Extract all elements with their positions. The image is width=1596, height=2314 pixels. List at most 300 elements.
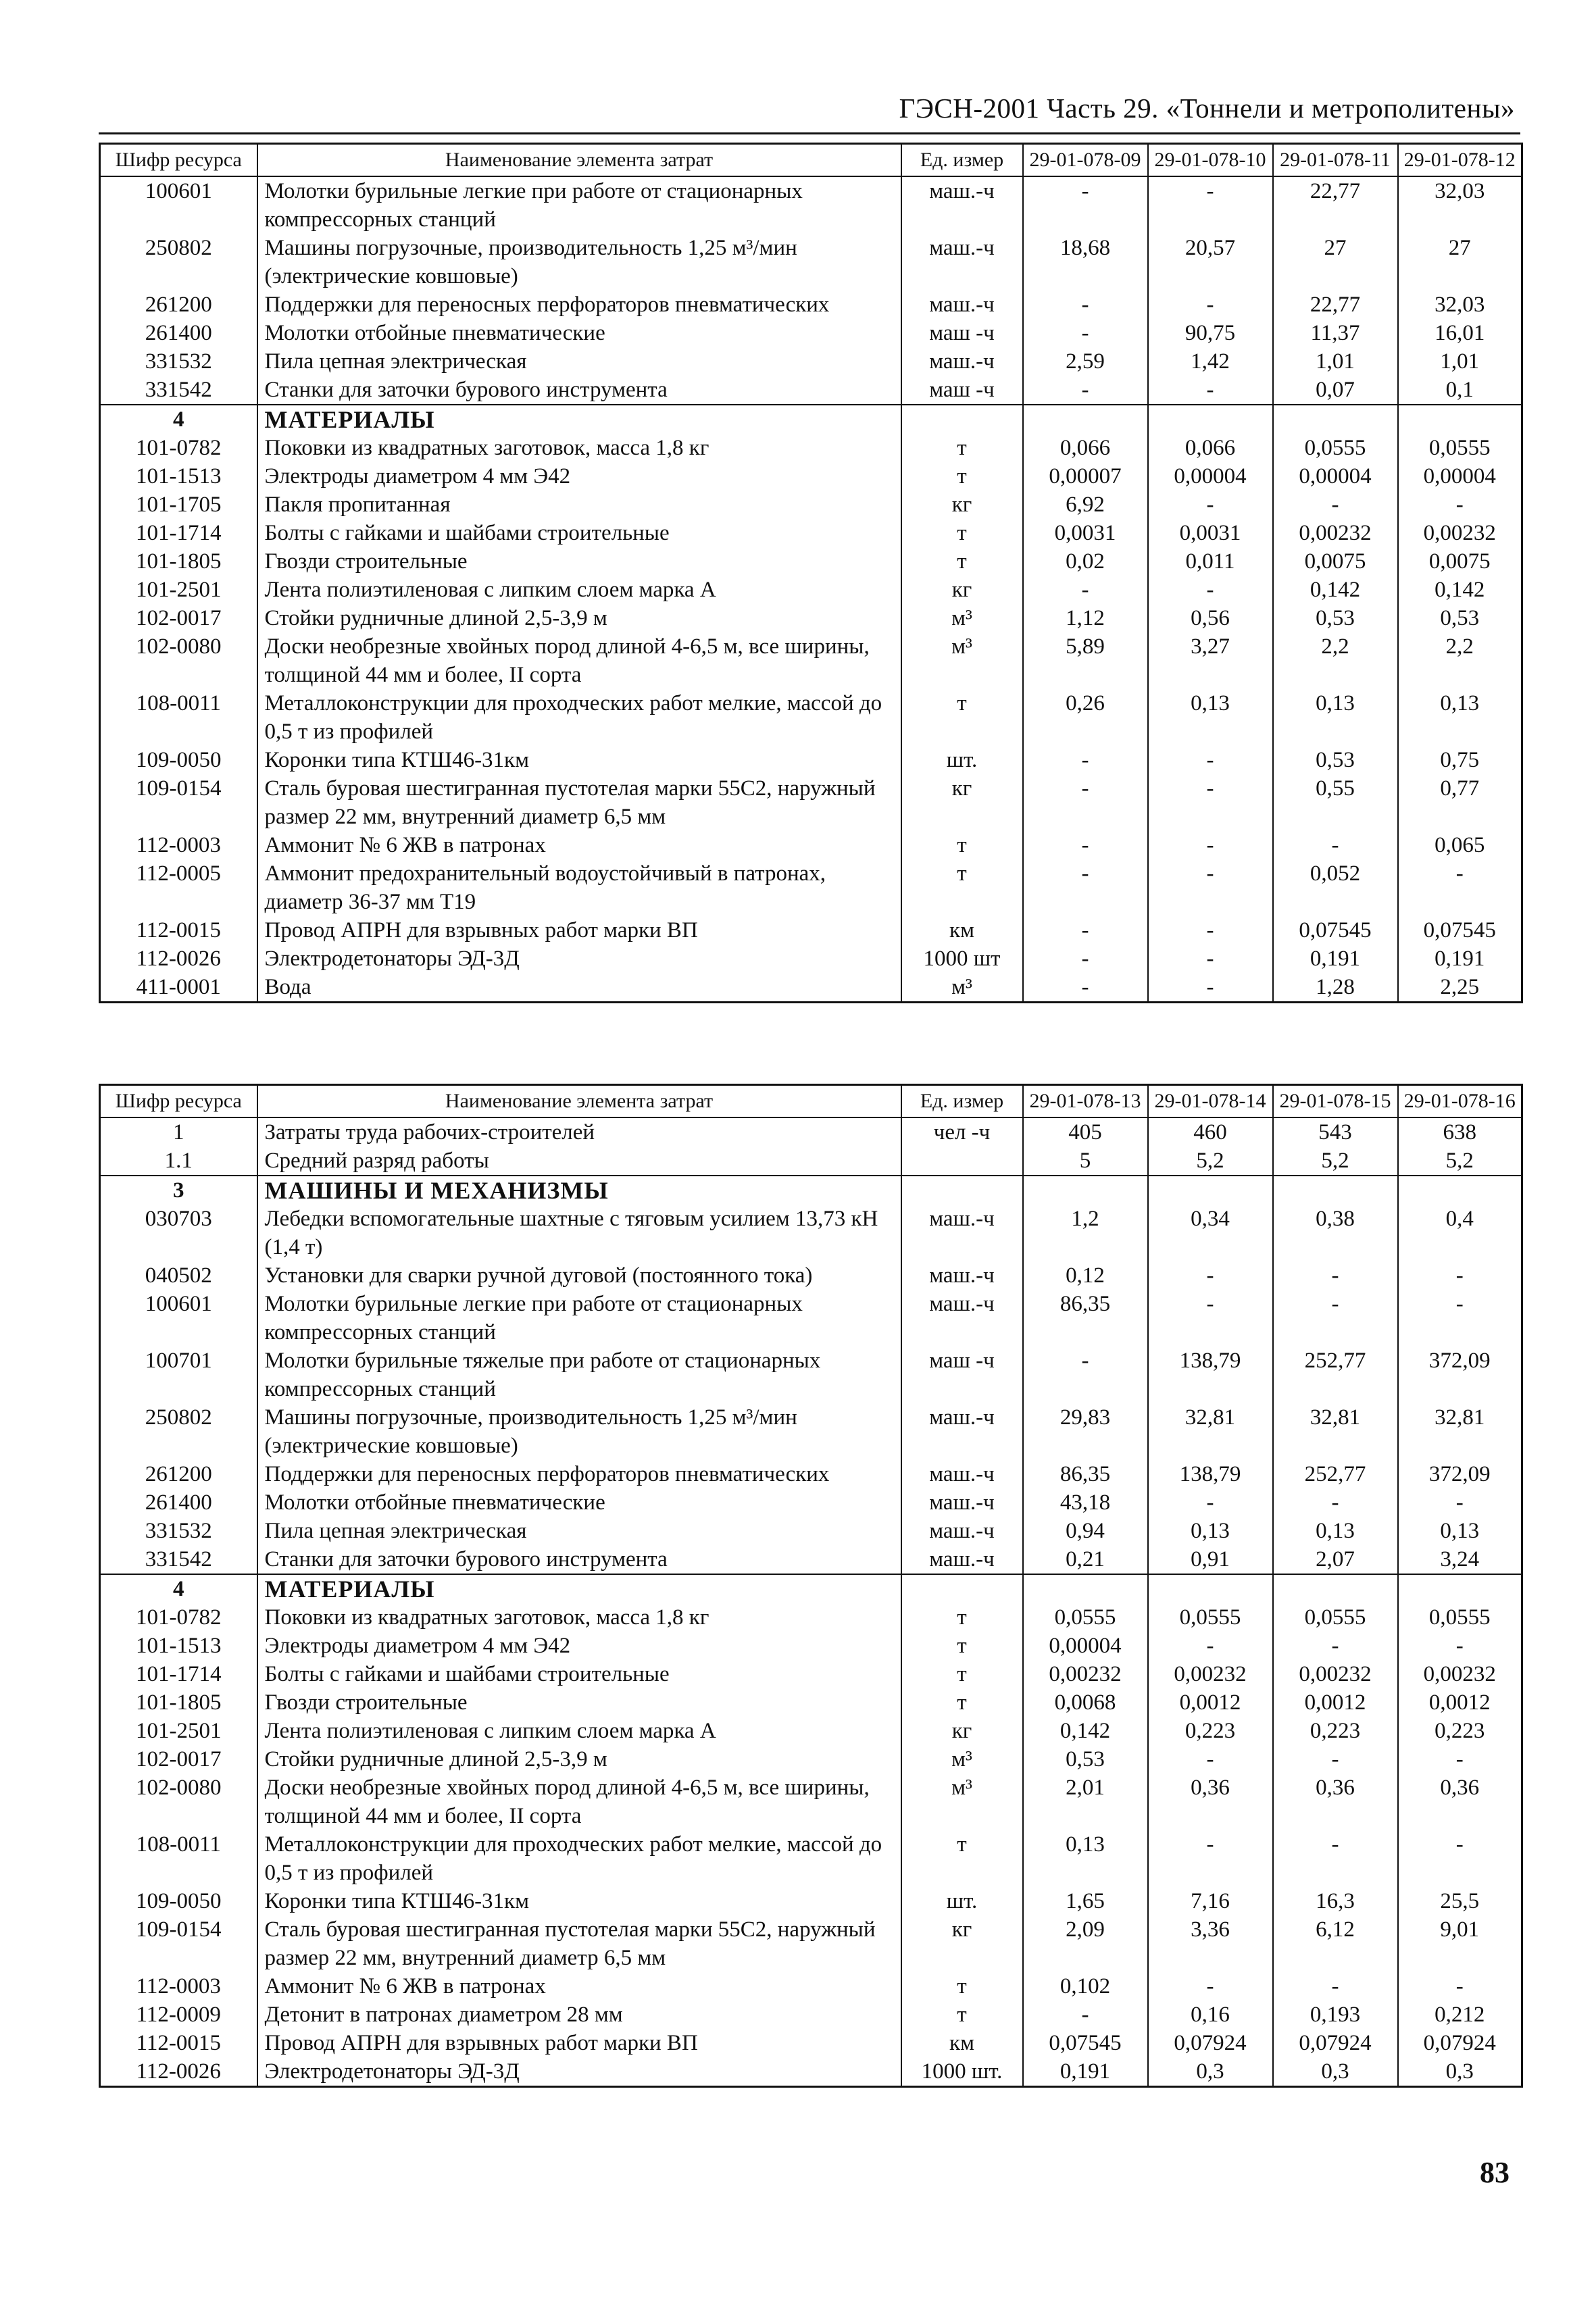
value-cell: 2,25 (1398, 973, 1522, 1003)
resource-name-cell: Металлоконструкции для проходческих работ мелкие, массой до 0,5 т из профилей (257, 1830, 901, 1887)
value-cell: - (1023, 973, 1148, 1003)
resource-name-cell: Болты с гайками и шайбами строительные (257, 1660, 901, 1688)
resource-code-cell: 4 (100, 1574, 257, 1603)
resource-code-cell: 108-0011 (100, 689, 257, 746)
value-cell: - (1023, 916, 1148, 945)
unit-cell: маш.-ч (901, 1290, 1023, 1347)
resource-name-cell: МАТЕРИАЛЫ (257, 1574, 901, 1603)
header-cell: 29-01-078-12 (1398, 144, 1522, 177)
value-cell: 3,24 (1398, 1545, 1522, 1574)
value-cell: 0,0031 (1148, 519, 1273, 547)
table-row (100, 576, 1522, 604)
unit-cell: кг (901, 576, 1023, 604)
resource-code-cell: 101-1805 (100, 1688, 257, 1717)
value-cell: - (1023, 2001, 1148, 2029)
value-cell: 5 (1023, 1147, 1148, 1176)
header-cell: 29-01-078-11 (1273, 144, 1398, 177)
value-cell: 0,00232 (1273, 519, 1398, 547)
value-cell: 0,00007 (1023, 462, 1148, 491)
unit-cell: т (901, 547, 1023, 576)
resource-name-cell: Машины погрузочные, производительность 1,25 м³/мин (электрические ковшовые) (257, 234, 901, 291)
value-cell: 5,2 (1398, 1147, 1522, 1176)
value-cell: - (1148, 376, 1273, 405)
unit-cell: кг (901, 1915, 1023, 1972)
resource-name-cell: Вода (257, 973, 901, 1003)
unit-cell: т (901, 2001, 1023, 2029)
resource-name-cell: Стойки рудничные длиной 2,5-3,9 м (257, 604, 901, 632)
table-row (100, 1488, 1522, 1517)
header-cell: Наименование элемента затрат (257, 1085, 901, 1118)
resource-name-cell: МАТЕРИАЛЫ (257, 405, 901, 434)
value-cell: 0,052 (1273, 859, 1398, 916)
unit-cell: км (901, 916, 1023, 945)
unit-cell: шт. (901, 1887, 1023, 1915)
resource-code-cell: 112-0026 (100, 945, 257, 973)
resource-code-cell: 108-0011 (100, 1830, 257, 1887)
resource-name-cell: Пакля пропитанная (257, 491, 901, 519)
value-cell: 0,07545 (1023, 2029, 1148, 2057)
resource-name-cell: Доски необрезные хвойных пород длиной 4-6,5 м, все ширины, толщиной 44 мм и более, II сорта (257, 1774, 901, 1830)
value-cell: - (1398, 491, 1522, 519)
value-cell: 0,0075 (1398, 547, 1522, 576)
value-cell: 0,16 (1148, 2001, 1273, 2029)
resource-code-cell: 112-0015 (100, 2029, 257, 2057)
resource-code-cell: 100601 (100, 1290, 257, 1347)
value-cell: 0,36 (1148, 1774, 1273, 1830)
unit-cell: 1000 шт (901, 945, 1023, 973)
resource-table-2 (99, 1084, 1523, 2088)
table-row (100, 746, 1522, 774)
value-cell: 0,193 (1273, 2001, 1398, 2029)
value-cell (1273, 405, 1398, 434)
resource-name-cell: Аммонит № 6 ЖВ в патронах (257, 831, 901, 859)
value-cell: 22,77 (1273, 176, 1398, 234)
value-cell: - (1398, 1745, 1522, 1774)
resource-code-cell: 109-0154 (100, 774, 257, 831)
value-cell: 0,07924 (1273, 2029, 1398, 2057)
unit-cell: м³ (901, 973, 1023, 1003)
value-cell (1148, 1176, 1273, 1205)
resource-code-cell: 261200 (100, 1460, 257, 1488)
resource-code-cell: 331532 (100, 1517, 257, 1545)
value-cell: 0,1 (1398, 376, 1522, 405)
header-cell: 29-01-078-15 (1273, 1085, 1398, 1118)
value-cell: 0,191 (1398, 945, 1522, 973)
unit-cell: 1000 шт. (901, 2057, 1023, 2087)
value-cell: 252,77 (1273, 1460, 1398, 1488)
table-row (100, 376, 1522, 405)
value-cell: 86,35 (1023, 1460, 1148, 1488)
value-cell: 2,07 (1273, 1545, 1398, 1574)
value-cell: 0,94 (1023, 1517, 1148, 1545)
value-cell: 0,13 (1398, 1517, 1522, 1545)
value-cell: 0,34 (1148, 1205, 1273, 1261)
table-row (100, 2057, 1522, 2087)
unit-cell: маш.-ч (901, 1545, 1023, 1574)
table-row (100, 1290, 1522, 1347)
resource-name-cell: Электроды диаметром 4 мм Э42 (257, 1632, 901, 1660)
resource-name-cell: Станки для заточки бурового инструмента (257, 1545, 901, 1574)
resource-code-cell: 109-0050 (100, 1887, 257, 1915)
value-cell: 0,191 (1273, 945, 1398, 973)
value-cell: 0,0068 (1023, 1688, 1148, 1717)
value-cell: 0,0031 (1023, 519, 1148, 547)
resource-name-cell: Затраты труда рабочих-строителей (257, 1117, 901, 1147)
value-cell (1023, 405, 1148, 434)
value-cell: 0,223 (1273, 1717, 1398, 1745)
unit-cell: маш.-ч (901, 176, 1023, 234)
value-cell: 0,77 (1398, 774, 1522, 831)
table-row (100, 234, 1522, 291)
value-cell: - (1148, 746, 1273, 774)
value-cell: 1,01 (1398, 347, 1522, 376)
value-cell: 0,07 (1273, 376, 1398, 405)
value-cell: 0,0012 (1398, 1688, 1522, 1717)
value-cell: 0,0555 (1148, 1603, 1273, 1632)
resource-code-cell: 102-0017 (100, 1745, 257, 1774)
unit-cell: маш.-ч (901, 1517, 1023, 1545)
table-row (100, 1117, 1522, 1147)
table-row (100, 1147, 1522, 1176)
value-cell: - (1148, 1290, 1273, 1347)
resource-name-cell: Пила цепная электрическая (257, 1517, 901, 1545)
resource-name-cell: Электродетонаторы ЭД-3Д (257, 2057, 901, 2087)
resource-code-cell: 261400 (100, 1488, 257, 1517)
value-cell: - (1148, 945, 1273, 973)
unit-cell: маш.-ч (901, 234, 1023, 291)
value-cell (1148, 1574, 1273, 1603)
value-cell: 16,01 (1398, 319, 1522, 347)
table-header-row (100, 144, 1522, 177)
unit-cell (901, 1176, 1023, 1205)
value-cell: 25,5 (1398, 1887, 1522, 1915)
table-row (100, 831, 1522, 859)
table-row (100, 547, 1522, 576)
page-number: 83 (1480, 2156, 1510, 2189)
resource-name-cell: Гвозди строительные (257, 1688, 901, 1717)
resource-name-cell: Аммонит № 6 ЖВ в патронах (257, 1972, 901, 2001)
unit-cell: т (901, 1632, 1023, 1660)
value-cell: - (1023, 376, 1148, 405)
value-cell: 0,0012 (1273, 1688, 1398, 1717)
value-cell: 0,13 (1023, 1830, 1148, 1887)
value-cell: 2,2 (1273, 632, 1398, 689)
value-cell: 86,35 (1023, 1290, 1148, 1347)
value-cell: 0,0075 (1273, 547, 1398, 576)
resource-name-cell: Молотки отбойные пневматические (257, 319, 901, 347)
value-cell: - (1273, 1488, 1398, 1517)
header-cell: Наименование элемента затрат (257, 144, 901, 177)
value-cell: 0,0555 (1398, 434, 1522, 462)
value-cell: 0,066 (1023, 434, 1148, 462)
resource-code-cell: 3 (100, 1176, 257, 1205)
value-cell: - (1148, 1632, 1273, 1660)
unit-cell: т (901, 434, 1023, 462)
value-cell: 0,13 (1148, 1517, 1273, 1545)
value-cell: 27 (1273, 234, 1398, 291)
table-row (100, 1717, 1522, 1745)
unit-cell: маш -ч (901, 319, 1023, 347)
resource-name-cell: Электродетонаторы ЭД-3Д (257, 945, 901, 973)
value-cell: 460 (1148, 1117, 1273, 1147)
unit-cell (901, 1574, 1023, 1603)
value-cell: - (1273, 1972, 1398, 2001)
value-cell: - (1023, 859, 1148, 916)
resource-name-cell: Поддержки для переносных перфораторов пневматических (257, 291, 901, 319)
unit-cell: т (901, 1972, 1023, 2001)
table-row (100, 774, 1522, 831)
value-cell: - (1398, 1972, 1522, 2001)
value-cell (1398, 1574, 1522, 1603)
resource-name-cell: Молотки бурильные тяжелые при работе от стационарных компрессорных станций (257, 1347, 901, 1403)
table-row (100, 916, 1522, 945)
resource-code-cell: 112-0003 (100, 831, 257, 859)
table-row (100, 973, 1522, 1003)
resource-name-cell: Молотки отбойные пневматические (257, 1488, 901, 1517)
value-cell: 0,102 (1023, 1972, 1148, 2001)
value-cell: 0,0555 (1023, 1603, 1148, 1632)
value-cell: 0,00004 (1023, 1632, 1148, 1660)
value-cell: - (1023, 774, 1148, 831)
resource-code-cell: 331532 (100, 347, 257, 376)
value-cell: - (1148, 831, 1273, 859)
value-cell: - (1398, 859, 1522, 916)
resource-name-cell: Лебедки вспомогательные шахтные с тяговым усилием 13,73 кН (1,4 т) (257, 1205, 901, 1261)
resource-name-cell: Пила цепная электрическая (257, 347, 901, 376)
value-cell: 0,0555 (1273, 434, 1398, 462)
value-cell (1023, 1574, 1148, 1603)
value-cell: 0,00232 (1148, 1660, 1273, 1688)
value-cell: 0,02 (1023, 547, 1148, 576)
table-row (100, 1517, 1522, 1545)
table-row (100, 1632, 1522, 1660)
resource-code-cell: 101-1714 (100, 1660, 257, 1688)
table-row (100, 1205, 1522, 1261)
resource-code-cell: 102-0017 (100, 604, 257, 632)
unit-cell: т (901, 519, 1023, 547)
value-cell: 9,01 (1398, 1915, 1522, 1972)
value-cell: - (1148, 1488, 1273, 1517)
value-cell: 0,00004 (1398, 462, 1522, 491)
table-row (100, 689, 1522, 746)
resource-code-cell: 101-1714 (100, 519, 257, 547)
table-row (100, 2029, 1522, 2057)
value-cell: 2,2 (1398, 632, 1522, 689)
value-cell: 0,07545 (1273, 916, 1398, 945)
table-row (100, 859, 1522, 916)
resource-name-cell: Станки для заточки бурового инструмента (257, 376, 901, 405)
header-cell: 29-01-078-13 (1023, 1085, 1148, 1118)
header-cell: 29-01-078-09 (1023, 144, 1148, 177)
value-cell: 0,91 (1148, 1545, 1273, 1574)
value-cell: - (1273, 1290, 1398, 1347)
value-cell: 0,13 (1398, 689, 1522, 746)
table-row (100, 1403, 1522, 1460)
unit-cell: маш -ч (901, 376, 1023, 405)
resource-name-cell: Лента полиэтиленовая с липким слоем марка А (257, 1717, 901, 1745)
resource-name-cell: Поковки из квадратных заготовок, масса 1,8 кг (257, 1603, 901, 1632)
resource-code-cell: 101-0782 (100, 1603, 257, 1632)
unit-cell: маш.-ч (901, 1403, 1023, 1460)
table-row (100, 462, 1522, 491)
value-cell: 405 (1023, 1117, 1148, 1147)
resource-table-1 (99, 143, 1523, 1003)
value-cell: 3,36 (1148, 1915, 1273, 1972)
resource-code-cell: 4 (100, 405, 257, 434)
value-cell: 372,09 (1398, 1347, 1522, 1403)
resource-code-cell: 100601 (100, 176, 257, 234)
value-cell: 138,79 (1148, 1460, 1273, 1488)
value-cell: 0,26 (1023, 689, 1148, 746)
value-cell (1398, 1176, 1522, 1205)
table-row (100, 1745, 1522, 1774)
resource-name-cell: Провод АПРН для взрывных работ марки ВП (257, 916, 901, 945)
value-cell: 0,142 (1273, 576, 1398, 604)
value-cell: 2,09 (1023, 1915, 1148, 1972)
unit-cell: т (901, 831, 1023, 859)
resource-code-cell: 331542 (100, 376, 257, 405)
table-row (100, 1830, 1522, 1887)
resource-name-cell: Коронки типа КТШ46-31км (257, 1887, 901, 1915)
resource-name-cell: Гвозди строительные (257, 547, 901, 576)
table-row (100, 1688, 1522, 1717)
resource-code-cell: 250802 (100, 1403, 257, 1460)
header-cell: Ед. измер (901, 144, 1023, 177)
table-row (100, 1774, 1522, 1830)
value-cell: - (1023, 291, 1148, 319)
resource-code-cell: 1 (100, 1117, 257, 1147)
value-cell: 0,3 (1148, 2057, 1273, 2087)
value-cell: - (1398, 1290, 1522, 1347)
table-row (100, 1261, 1522, 1290)
unit-cell: маш.-ч (901, 1460, 1023, 1488)
value-cell: 0,07545 (1398, 916, 1522, 945)
value-cell: 0,53 (1273, 746, 1398, 774)
value-cell: 0,3 (1398, 2057, 1522, 2087)
resource-code-cell: 331542 (100, 1545, 257, 1574)
header-cell: Шифр ресурса (100, 144, 257, 177)
resource-code-cell: 102-0080 (100, 632, 257, 689)
value-cell: - (1148, 1261, 1273, 1290)
value-cell: 0,223 (1148, 1717, 1273, 1745)
resource-name-cell: Установки для сварки ручной дуговой (постоянного тока) (257, 1261, 901, 1290)
resource-name-cell: Детонит в патронах диаметром 28 мм (257, 2001, 901, 2029)
value-cell: - (1148, 491, 1273, 519)
value-cell: 1,2 (1023, 1205, 1148, 1261)
value-cell: - (1398, 1261, 1522, 1290)
value-cell: 0,12 (1023, 1261, 1148, 1290)
value-cell: 43,18 (1023, 1488, 1148, 1517)
resource-code-cell: 112-0005 (100, 859, 257, 916)
table-row (100, 519, 1522, 547)
resource-name-cell: Провод АПРН для взрывных работ марки ВП (257, 2029, 901, 2057)
resource-code-cell: 101-1513 (100, 1632, 257, 1660)
value-cell: 27 (1398, 234, 1522, 291)
unit-cell: т (901, 462, 1023, 491)
value-cell: 0,212 (1398, 2001, 1522, 2029)
value-cell (1398, 405, 1522, 434)
value-cell: 0,75 (1398, 746, 1522, 774)
resource-name-cell: Сталь буровая шестигранная пустотелая марки 55С2, наружный размер 22 мм, внутренний диаметр 6,5 мм (257, 1915, 901, 1972)
unit-cell: т (901, 1603, 1023, 1632)
value-cell: 0,55 (1273, 774, 1398, 831)
value-cell: 0,142 (1398, 576, 1522, 604)
value-cell: 1,01 (1273, 347, 1398, 376)
value-cell: - (1273, 1632, 1398, 1660)
unit-cell: м³ (901, 604, 1023, 632)
value-cell: 6,92 (1023, 491, 1148, 519)
unit-cell: м³ (901, 632, 1023, 689)
value-cell: 20,57 (1148, 234, 1273, 291)
table-row (100, 2001, 1522, 2029)
value-cell: 22,77 (1273, 291, 1398, 319)
value-cell: 0,011 (1148, 547, 1273, 576)
unit-cell: маш.-ч (901, 1205, 1023, 1261)
unit-cell: т (901, 1830, 1023, 1887)
value-cell: - (1273, 1830, 1398, 1887)
resource-name-cell: Поддержки для переносных перфораторов пневматических (257, 1460, 901, 1488)
value-cell: 0,13 (1273, 689, 1398, 746)
value-cell: 0,36 (1398, 1774, 1522, 1830)
value-cell: 0,38 (1273, 1205, 1398, 1261)
value-cell: - (1273, 1261, 1398, 1290)
value-cell (1273, 1574, 1398, 1603)
value-cell: - (1148, 176, 1273, 234)
resource-code-cell: 101-2501 (100, 576, 257, 604)
value-cell: 0,0012 (1148, 1688, 1273, 1717)
value-cell: 0,13 (1273, 1517, 1398, 1545)
value-cell: 0,53 (1023, 1745, 1148, 1774)
table-row (100, 1545, 1522, 1574)
section-row (100, 1574, 1522, 1603)
section-row (100, 405, 1522, 434)
unit-cell: т (901, 1688, 1023, 1717)
unit-cell: маш.-ч (901, 291, 1023, 319)
value-cell: - (1148, 774, 1273, 831)
header-cell: Шифр ресурса (100, 1085, 257, 1118)
value-cell: 638 (1398, 1117, 1522, 1147)
unit-cell: м³ (901, 1745, 1023, 1774)
resource-code-cell: 109-0050 (100, 746, 257, 774)
value-cell: 0,13 (1148, 689, 1273, 746)
table-header-row (100, 1085, 1522, 1118)
value-cell: 0,00004 (1273, 462, 1398, 491)
value-cell: 543 (1273, 1117, 1398, 1147)
value-cell: 0,36 (1273, 1774, 1398, 1830)
value-cell: 6,12 (1273, 1915, 1398, 1972)
unit-cell: кг (901, 774, 1023, 831)
value-cell: - (1023, 746, 1148, 774)
resource-name-cell: Коронки типа КТШ46-31км (257, 746, 901, 774)
table-row (100, 945, 1522, 973)
resource-name-cell: Металлоконструкции для проходческих работ мелкие, массой до 0,5 т из профилей (257, 689, 901, 746)
value-cell: 0,00232 (1023, 1660, 1148, 1688)
unit-cell: маш.-ч (901, 1261, 1023, 1290)
value-cell: 5,89 (1023, 632, 1148, 689)
table-row (100, 491, 1522, 519)
unit-cell: кг (901, 1717, 1023, 1745)
unit-cell: маш.-ч (901, 1488, 1023, 1517)
value-cell: - (1148, 859, 1273, 916)
unit-cell: маш.-ч (901, 347, 1023, 376)
value-cell: 2,01 (1023, 1774, 1148, 1830)
value-cell: - (1273, 1745, 1398, 1774)
resource-name-cell: Аммонит предохранительный водоустойчивый в патронах, диаметр 36-37 мм Т19 (257, 859, 901, 916)
running-header: ГЭСН-2001 Часть 29. «Тоннели и метрополитены» (899, 93, 1515, 124)
value-cell: - (1023, 1347, 1148, 1403)
table-row (100, 632, 1522, 689)
table-row (100, 604, 1522, 632)
